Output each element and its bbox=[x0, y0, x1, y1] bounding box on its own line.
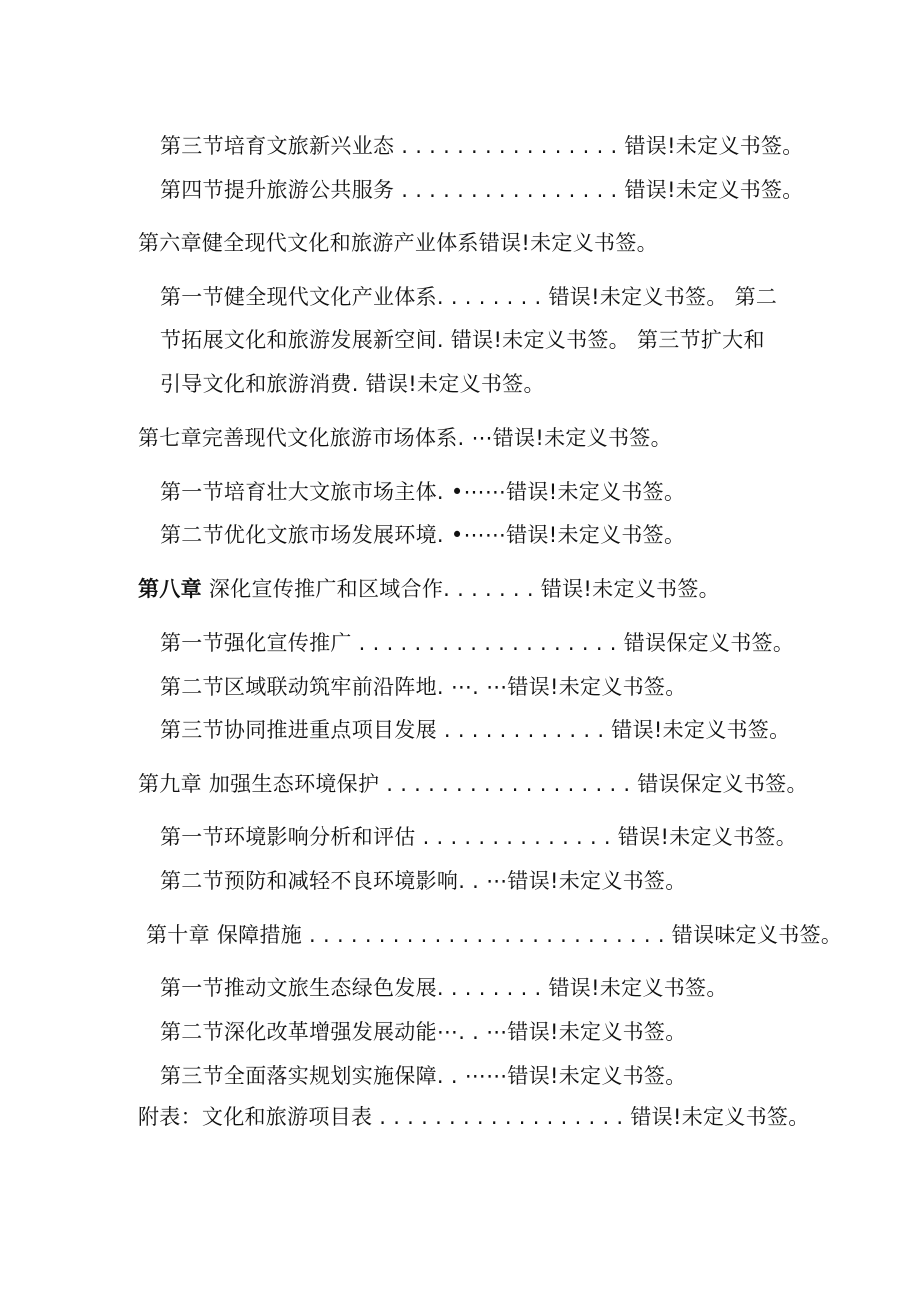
toc-entry-chapter-10[interactable]: 第十章 保障措施 . . . . . . . . . . . . . . . . . . . . . . . . . . 错误味定义书签。 bbox=[146, 923, 843, 947]
toc-entry-ch10-sec1[interactable]: 第一节推动文旅生态绿色发展. . . . . . . . 错误!未定义书签。 bbox=[160, 976, 728, 1000]
toc-entry-ch5-sec3[interactable]: 第三节培育文旅新兴业态 . . . . . . . . . . . . . . . . 错误!未定义书签。 bbox=[160, 134, 804, 158]
toc-entry-ch5-sec4[interactable]: 第四节提升旅游公共服务 . . . . . . . . . . . . . . . . 错误!未定义书签。 bbox=[160, 178, 804, 202]
toc-entry-ch8-sec3[interactable]: 第三节协同推进重点项目发展 . . . . . . . . . . . . 错误!未定义书签。 bbox=[160, 718, 791, 742]
toc-entry-ch7-sec2[interactable]: 第二节优化文旅市场发展环境. •⋯⋯错误!未定义书签。 bbox=[160, 523, 686, 547]
toc-entry-ch7-sec1[interactable]: 第一节培育壮大文旅市场主体. •⋯⋯错误!未定义书签。 bbox=[160, 480, 686, 504]
toc-entry-appendix-table[interactable]: 附表：文化和旅游项目表 . . . . . . . . . . . . . . . . . . 错误!未定义书签。 bbox=[138, 1105, 810, 1129]
chapter-8-title: 深化宣传推广和区域合作. . . . . . . 错误!未定义书签。 bbox=[201, 577, 720, 601]
toc-entry-ch8-sec2[interactable]: 第二节区域联动筑牢前沿阵地. ⋯. ⋯错误!未定义书签。 bbox=[160, 675, 687, 699]
chapter-8-label: 第八章 bbox=[138, 577, 202, 601]
toc-entry-chapter-8[interactable] bbox=[138, 574, 720, 604]
toc-entry-ch8-sec1[interactable]: 第一节强化宣传推广 . . . . . . . . . . . . . . . . . . . 错误保定义书签。 bbox=[160, 631, 795, 655]
toc-entry-ch6-wrapped-line-1[interactable]: 第一节健全现代文化产业体系. . . . . . . . 错误!未定义书签。 第二 bbox=[160, 285, 778, 309]
toc-entry-chapter-6[interactable]: 第六章健全现代文化和旅游产业体系错误!未定义书签。 bbox=[138, 231, 658, 255]
toc-entry-ch10-sec2[interactable]: 第二节深化改革增强发展动能⋯. . ⋯错误!未定义书签。 bbox=[160, 1020, 687, 1044]
toc-entry-chapter-7[interactable]: 第七章完善现代文化旅游市场体系. ⋯错误!未定义书签。 bbox=[138, 426, 672, 450]
toc-entry-ch10-sec3[interactable]: 第三节全面落实规划实施保障. . ⋯⋯错误!未定义书签。 bbox=[160, 1064, 687, 1088]
toc-entry-ch9-sec2[interactable]: 第二节预防和减轻不良环境影响. . ⋯错误!未定义书签。 bbox=[160, 869, 687, 893]
toc-entry-ch6-wrapped-line-3[interactable]: 引导文化和旅游消费. 错误!未定义书签。 bbox=[160, 372, 545, 396]
toc-entry-ch9-sec1[interactable]: 第一节环境影响分析和评估 . . . . . . . . . . . . . . 错误!未定义书签。 bbox=[160, 825, 797, 849]
toc-entry-chapter-9[interactable]: 第九章 加强生态环境保护 . . . . . . . . . . . . . . . . . . 错误保定义书签。 bbox=[138, 772, 808, 796]
toc-entry-ch6-wrapped-line-2[interactable]: 节拓展文化和旅游发展新空间. 错误!未定义书签。 第三节扩大和 bbox=[160, 328, 765, 352]
